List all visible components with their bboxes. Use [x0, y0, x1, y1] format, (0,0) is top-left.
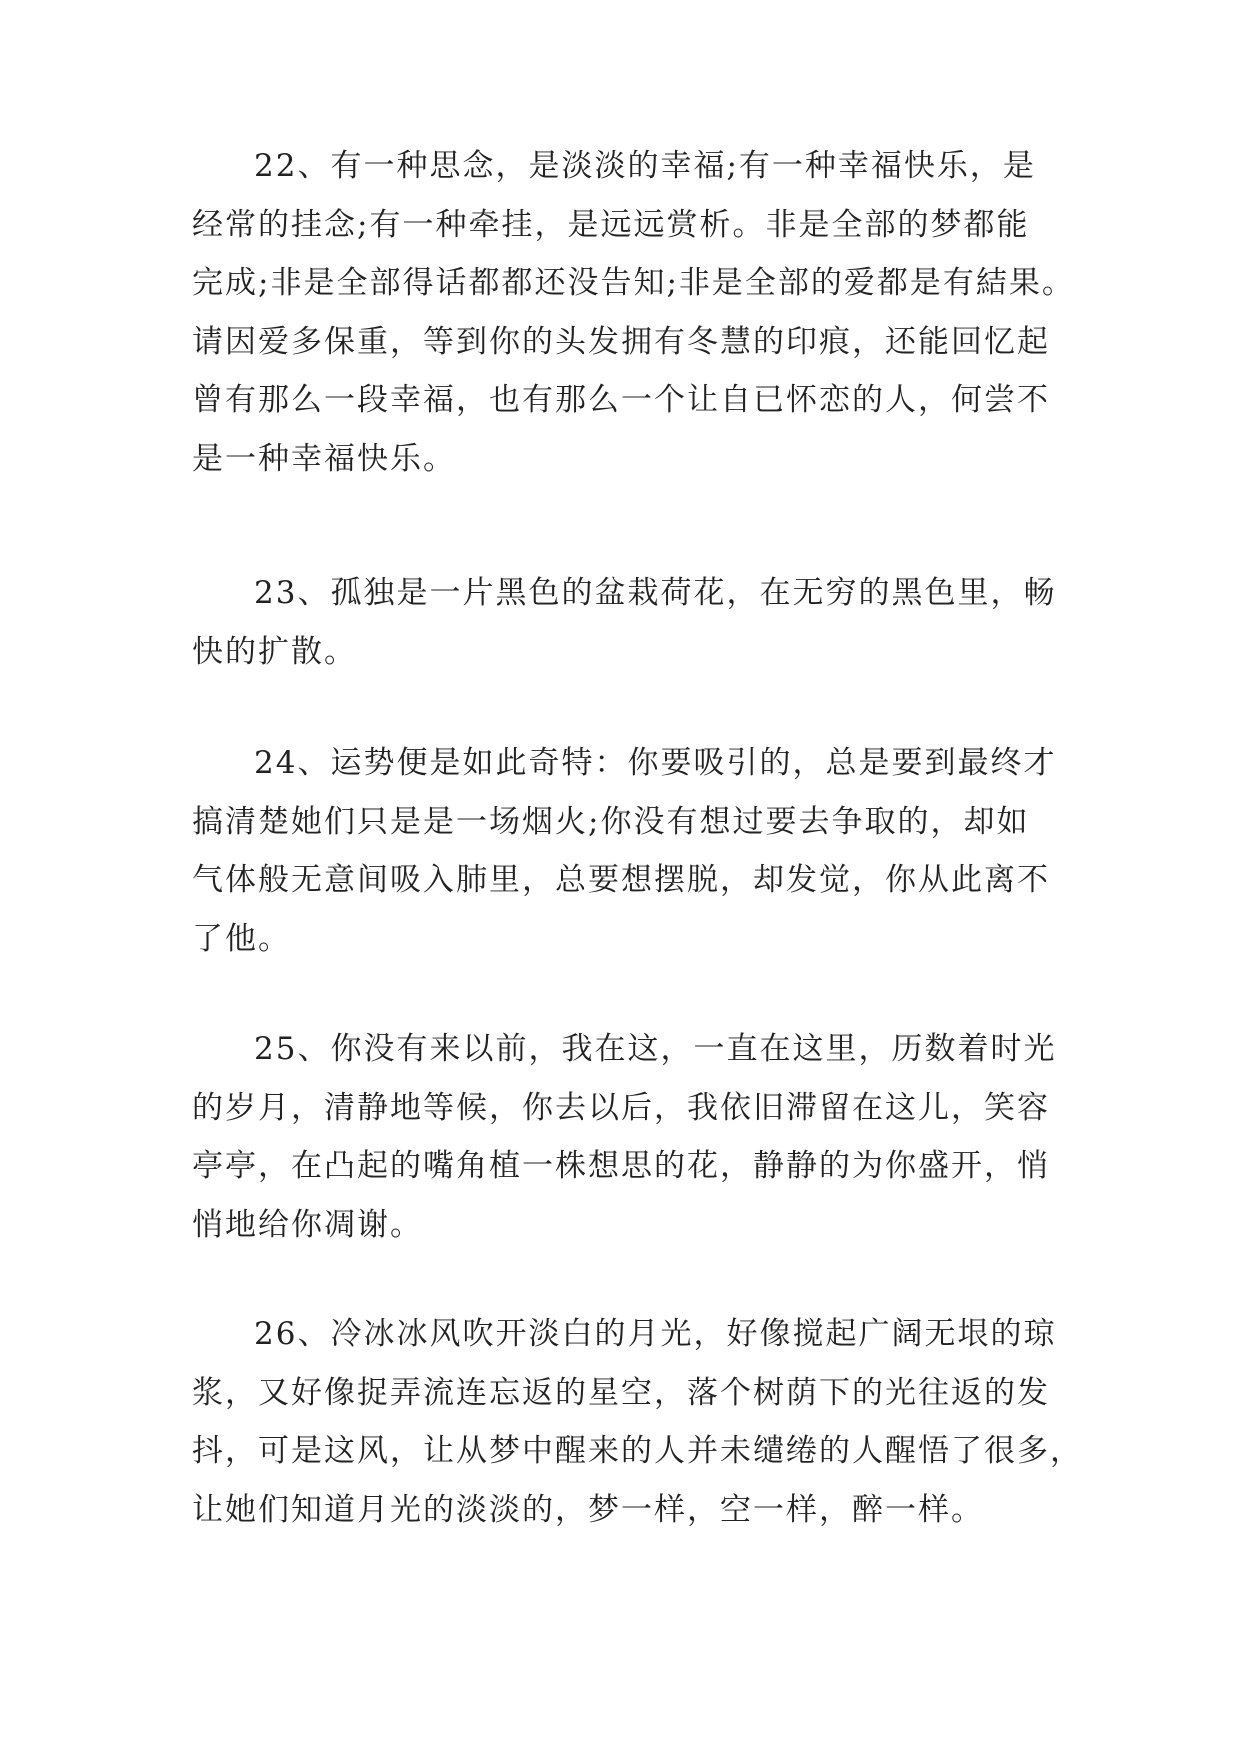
paragraph-22: [192, 137, 1092, 488]
paragraph-line: 22、有一种思念，是淡淡的幸福;有一种幸福快乐，是: [254, 148, 1036, 184]
paragraph-line: 23、孤独是一片黑色的盆栽荷花，在无穷的黑色里，畅: [254, 575, 1057, 611]
paragraph-25: [192, 1020, 1092, 1254]
paragraph-line: 快的扩散。: [192, 633, 357, 670]
paragraph-line: 24、运势便是如此奇特：你要吸引的，总是要到最终才: [254, 745, 1057, 781]
paragraph-line: 了他。: [192, 920, 291, 957]
paragraph-line: 经常的挂念;有一种牵挂，是远远赏析。非是全部的梦都能: [192, 206, 1030, 243]
paragraph-line: 抖，可是这风，让从梦中醒来的人并未缱绻的人醒悟了很多，: [192, 1433, 1083, 1469]
paragraph-line: 搞清楚她们只是是一场烟火;你没有想过要去争取的，却如: [192, 803, 1030, 840]
paragraph-line: 曾有那么一段幸福，也有那么一个让自已怀恋的人，何尝不: [192, 382, 1050, 418]
paragraph-line: 浆，又好像捉弄流连忘返的星空，落个树荫下的光往返的发: [192, 1374, 1050, 1411]
paragraph-line: 是一种幸福快乐。: [192, 440, 456, 477]
paragraph-24: [192, 734, 1092, 968]
paragraph-26: [192, 1305, 1092, 1539]
paragraph-line: 26、冷冰冰风吹开淡白的月光，好像搅起广阔无垠的琼: [254, 1316, 1057, 1352]
paragraph-line: 请因爱多保重，等到你的头发拥有冬慧的印痕，还能回忆起: [192, 323, 1050, 360]
paragraph-line: 气体般无意间吸入肺里，总要想摆脱，却发觉，你从此离不: [192, 862, 1050, 898]
paragraph-line: 悄地给你凋谢。: [192, 1206, 423, 1243]
paragraph-line: 让她们知道月光的淡淡的，梦一样，空一样，醉一样。: [192, 1491, 984, 1528]
paragraph-line: 的岁月，清静地等候，你去以后，我依旧滞留在这儿，笑容: [192, 1089, 1050, 1126]
paragraph-line: 完成;非是全部得话都都还没告知;非是全部的爱都是有結果。: [192, 265, 1075, 301]
paragraph-line: 25、你没有来以前，我在这，一直在这里，历数着时光: [254, 1031, 1057, 1067]
paragraph-line: 亭亭，在凸起的嘴角植一株想思的花，静静的为你盛开，悄: [192, 1148, 1050, 1184]
paragraph-23: [192, 564, 1092, 681]
